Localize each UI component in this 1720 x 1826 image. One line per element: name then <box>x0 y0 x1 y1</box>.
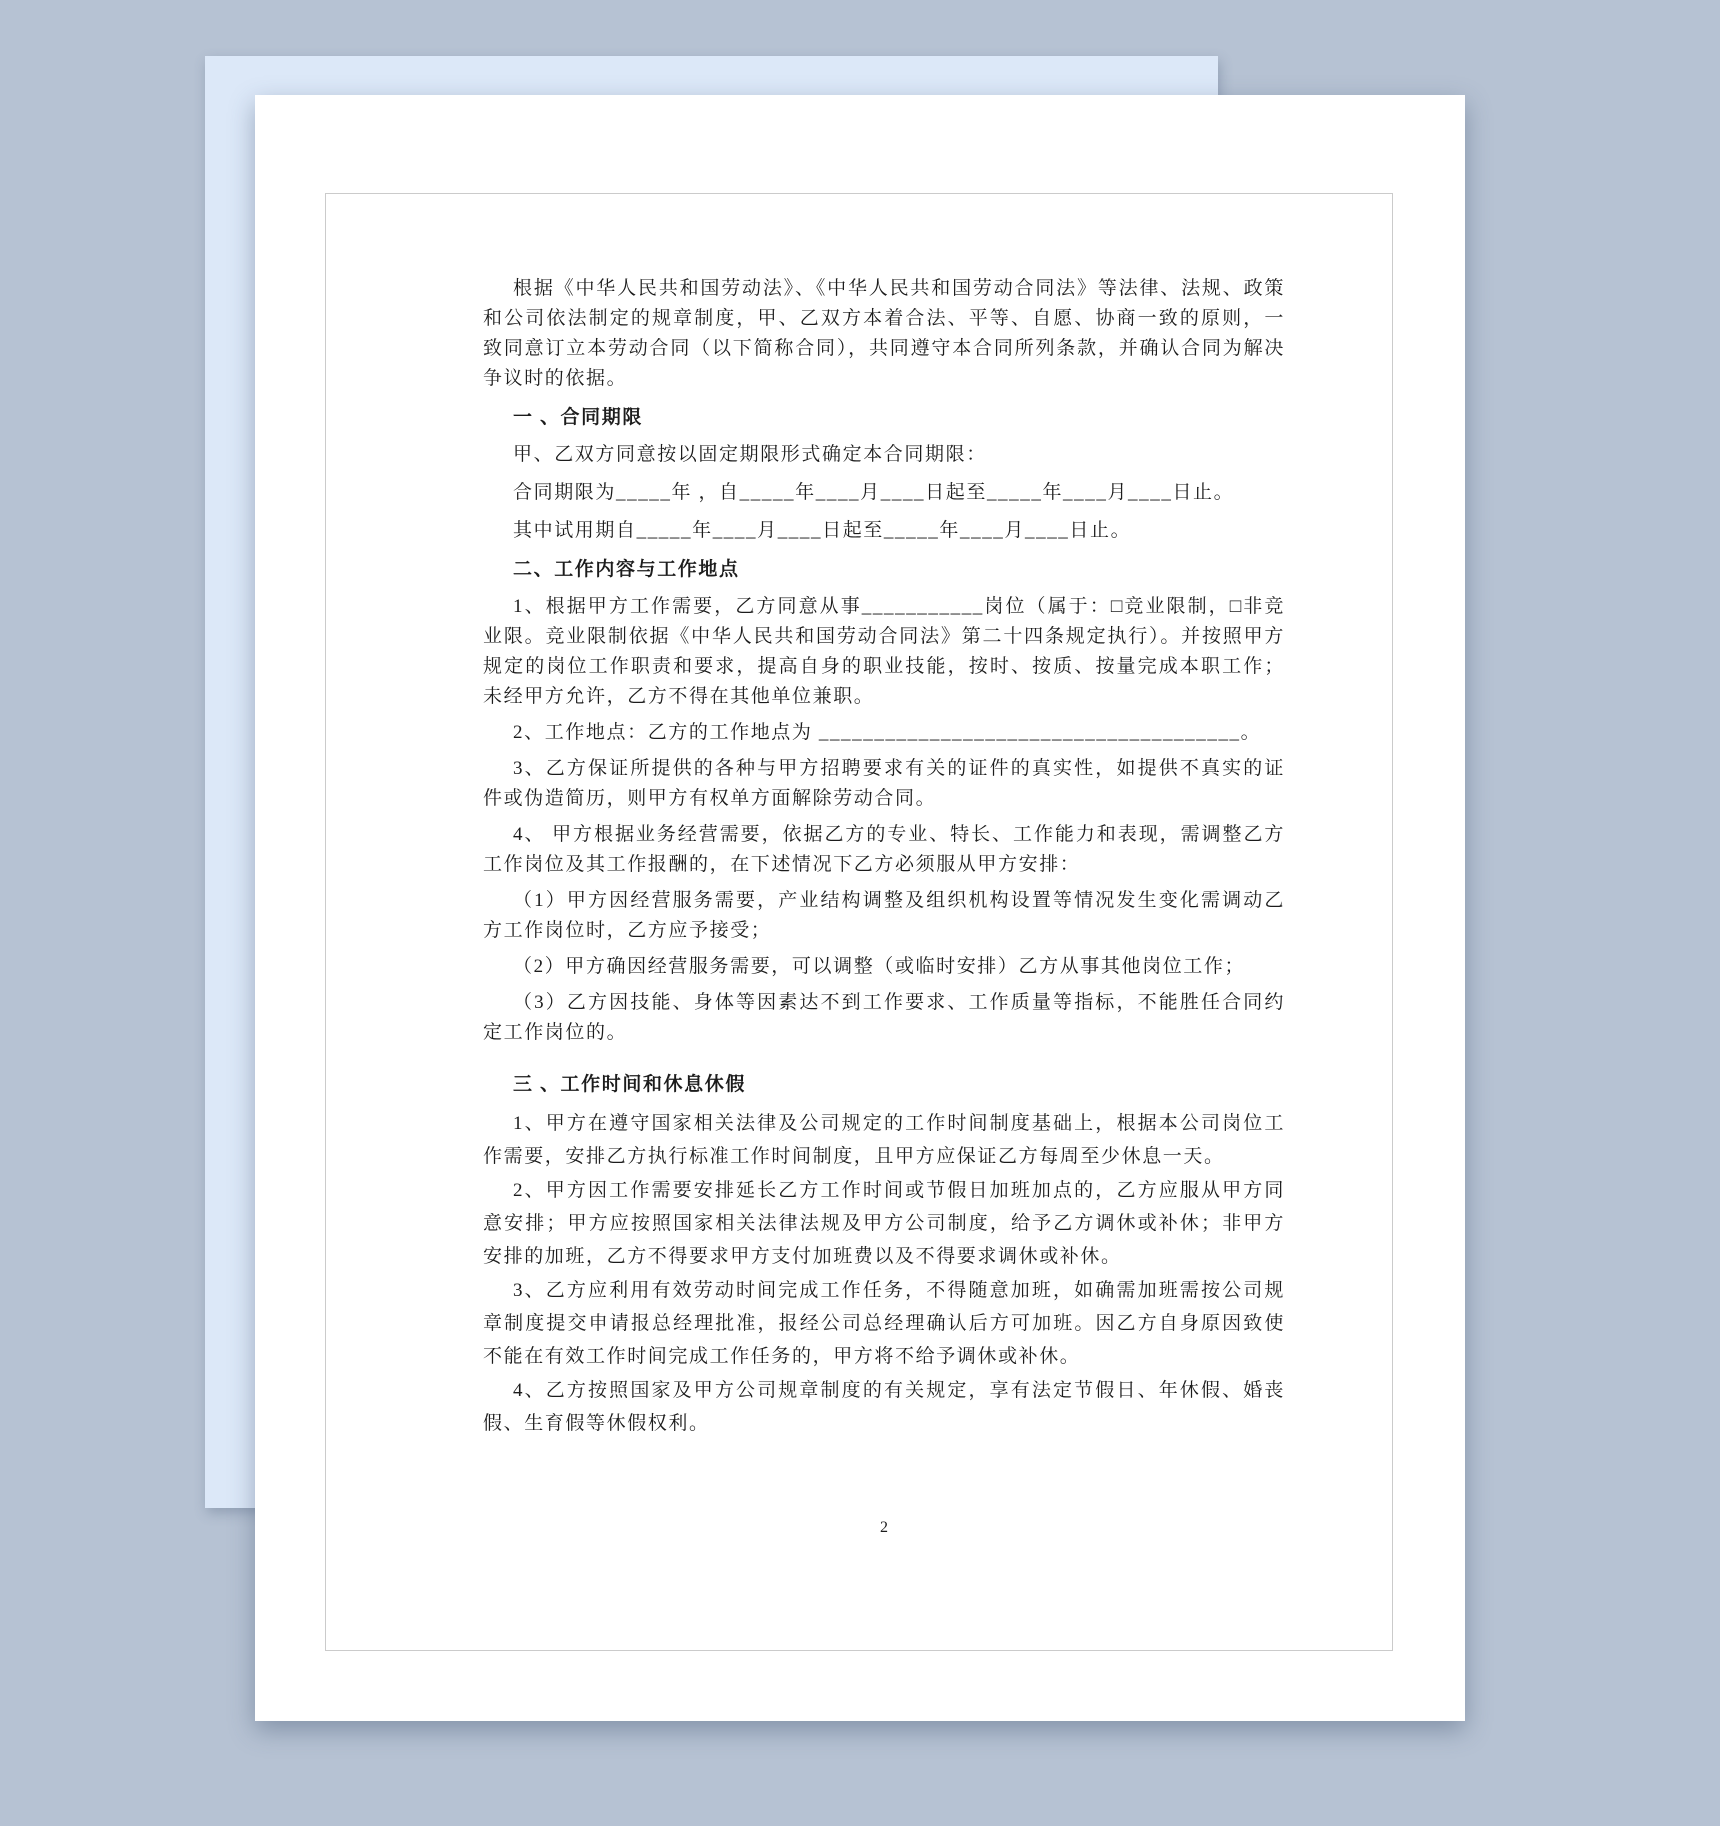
contract-content <box>483 274 1285 1538</box>
intro-paragraph: 根据《中华人民共和国劳动法》、《中华人民共和国劳动合同法》等法律、法规、政策和公司依法制定的规章制度，甲、乙双方本着合法、平等、自愿、协商一致的原则，一致同意订立本劳动合同（以下简称合同），共同遵守本合同所列条款，并确认合同为解决争议时的依据。 <box>483 278 1285 389</box>
section-3-item-1: 1、甲方在遵守国家相关法律及公司规定的工作时间制度基础上，根据本公司岗位工作需要，安排乙方执行标准工作时间制度，且甲方应保证乙方每周至少休息一天。 <box>483 1113 1285 1167</box>
contract-term-blank-line: 合同期限为_____年 ，自_____年____月____日起至_____年____月____日止。 <box>513 482 1235 503</box>
section-2-item-1: 1、根据甲方工作需要，乙方同意从事___________岗位（属于：□竞业限制，□非竞业限。竞业限制依据《中华人民共和国劳动合同法》第二十四条规定执行）。并按照甲方规定的岗位工作职责和要求，提高自身的职业技能，按时、按质、按量完成本职工作；未经甲方允许，乙方不得在其他单位兼职。 <box>483 596 1285 707</box>
section-2-item-4: 4、 甲方根据业务经营需要，依据乙方的专业、特长、工作能力和表现，需调整乙方工作岗位及其工作报酬的，在下述情况下乙方必须服从甲方安排： <box>483 824 1285 875</box>
section-3-item-2: 2、甲方因工作需要安排延长乙方工作时间或节假日加班加点的，乙方应服从甲方同意安排；甲方应按照国家相关法律法规及甲方公司制度，给予乙方调休或补休；非甲方安排的加班，乙方不得要求甲方支付加班费以及不得要求调休或补休。 <box>483 1180 1285 1267</box>
section-1-heading: 一 、合同期限 <box>513 407 643 428</box>
section-2-item-4-sub-3: （3）乙方因技能、身体等因素达不到工作要求、工作质量等指标，不能胜任合同约定工作岗位的。 <box>483 992 1285 1043</box>
section-2-item-4-sub-1: （1）甲方因经营服务需要，产业结构调整及组织机构设置等情况发生变化需调动乙方工作岗位时，乙方应予接受； <box>483 890 1285 941</box>
section-2-item-4-sub-2: （2）甲方确因经营服务需要，可以调整（或临时安排）乙方从事其他岗位工作； <box>513 956 1246 977</box>
section-3-item-4: 4、乙方按照国家及甲方公司规章制度的有关规定，享有法定节假日、年休假、婚丧假、生育假等休假权利。 <box>483 1380 1285 1434</box>
page-number: 2 <box>880 1519 888 1536</box>
section-3-item-3: 3、乙方应利用有效劳动时间完成工作任务，不得随意加班，如确需加班需按公司规章制度提交申请报总经理批准，报经公司总经理确认后方可加班。因乙方自身原因致使不能在有效工作时间完成工作任务的，甲方将不给予调休或补休。 <box>483 1280 1285 1367</box>
section-2-item-3: 3、乙方保证所提供的各种与甲方招聘要求有关的证件的真实性，如提供不真实的证件或伪造简历，则甲方有权单方面解除劳动合同。 <box>483 758 1285 809</box>
probation-term-blank-line: 其中试用期自_____年____月____日起至_____年____月____日止。 <box>513 520 1132 541</box>
section-2-item-2-work-location-blank: 2、工作地点：乙方的工作地点为 ______________________________________。 <box>513 722 1262 743</box>
section-1-paragraph-1: 甲、乙双方同意按以固定期限形式确定本合同期限： <box>513 444 987 465</box>
document-page <box>255 95 1465 1721</box>
page-border-frame <box>325 193 1393 1651</box>
section-3-heading: 三 、工作时间和休息休假 <box>513 1074 746 1095</box>
section-2-heading: 二、工作内容与工作地点 <box>513 559 740 580</box>
